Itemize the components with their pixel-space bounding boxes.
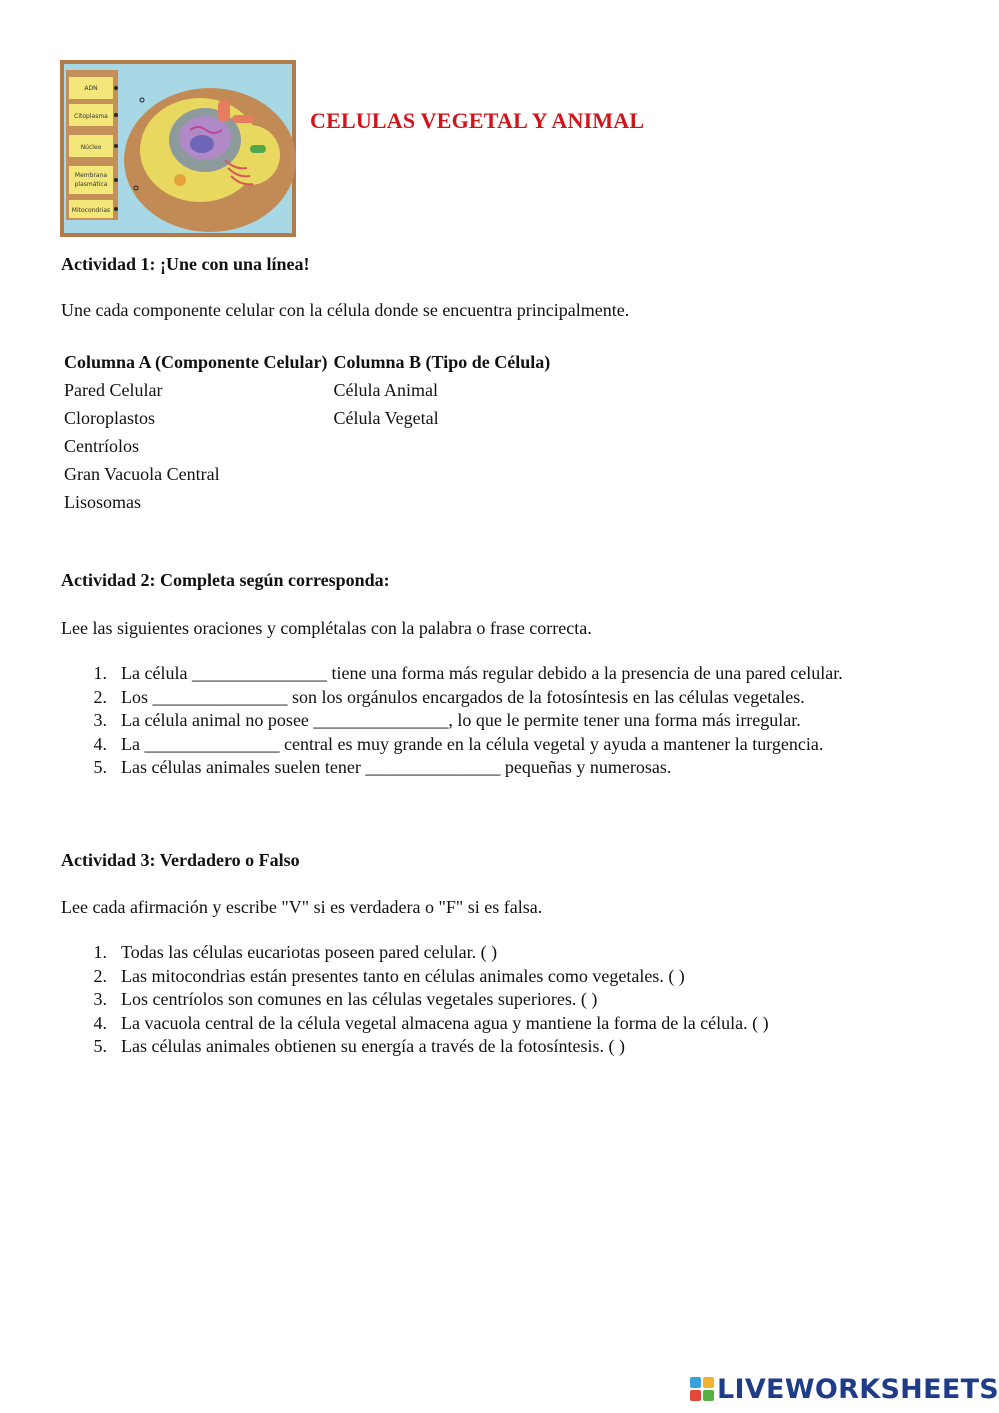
item-number: 3. — [93, 989, 107, 1009]
cell-type-cell — [334, 488, 557, 516]
item-text: Las mitocondrias están presentes tanto en células animales como vegetales. ( ) — [121, 965, 685, 986]
activity2-list — [61, 662, 961, 780]
list-item — [61, 965, 961, 989]
activity1-instruction: Une cada componente celular con la célula donde se encuentra principalmente. — [61, 300, 630, 320]
item-number: 5. — [93, 757, 107, 777]
activity3-heading: Actividad 3: Verdadero o Falso — [61, 850, 300, 870]
list-item — [61, 1012, 961, 1036]
item-text: Las células animales suelen tener _______________ pequeñas y numerosas. — [121, 757, 672, 777]
list-item — [61, 662, 961, 686]
item-number: 4. — [93, 1012, 107, 1033]
item-text: La célula animal no posee _______________, lo que le permite tener una forma más irregular. — [121, 710, 801, 730]
liveworksheets-logo[interactable] — [690, 1373, 999, 1405]
table-row — [64, 404, 556, 432]
component-cell: Lisosomas — [64, 491, 142, 512]
item-text: La vacuola central de la célula vegetal almacena agua y mantiene la forma de la célula. ( ) — [121, 1012, 769, 1033]
component-cell: Cloroplastos — [64, 407, 156, 428]
activity2-instruction: Lee las siguientes oraciones y complétalas con la palabra o frase correcta. — [61, 618, 592, 638]
component-cell: Pared Celular — [64, 379, 163, 400]
column-a-header: Columna A (Componente Celular) — [64, 351, 328, 372]
list-item — [61, 1035, 961, 1059]
figure-label-plasmatica: plasmática — [74, 181, 108, 188]
liveworksheets-logo-icon — [690, 1377, 714, 1401]
activity1-heading: Actividad 1: ¡Une con una línea! — [61, 254, 310, 274]
component-cell: Centríolos — [64, 435, 139, 456]
cell-diagram-image — [60, 60, 296, 237]
page-title: CELULAS VEGETAL Y ANIMAL — [310, 108, 645, 133]
item-text: Los _______________ son los orgánulos encargados de la fotosíntesis en las células vegetales. — [121, 686, 805, 707]
item-number: 3. — [93, 710, 107, 730]
list-item — [61, 988, 961, 1012]
table-row — [64, 488, 556, 516]
item-number: 1. — [93, 663, 107, 683]
list-item — [61, 941, 961, 965]
matching-table — [64, 348, 556, 516]
component-cell: Gran Vacuola Central — [64, 463, 220, 484]
table-header-row — [64, 348, 556, 376]
figure-label-membrana: Membrana — [74, 172, 108, 179]
table-row — [64, 376, 556, 404]
item-number: 2. — [93, 965, 107, 986]
item-text: La _______________ central es muy grande en la célula vegetal y ayuda a mantener la turgencia. — [121, 733, 824, 754]
item-number: 4. — [93, 733, 107, 754]
logo-text: LIVEWORKSHEETS — [717, 1373, 999, 1405]
column-b-header: Columna B (Tipo de Célula) — [333, 351, 551, 372]
item-number: 2. — [93, 686, 107, 707]
table-row — [64, 460, 556, 488]
activity3-instruction: Lee cada afirmación y escribe "V" si es verdadera o "F" si es falsa. — [61, 897, 543, 917]
list-item — [61, 686, 961, 710]
figure-label-adn: ADN — [84, 85, 98, 92]
list-item — [61, 733, 961, 757]
item-text: Los centríolos son comunes en las células vegetales superiores. ( ) — [121, 989, 598, 1009]
list-item — [61, 756, 961, 780]
item-number: 5. — [93, 1036, 107, 1056]
cell-diagram-svg — [60, 60, 296, 237]
item-text: La célula _______________ tiene una forma más regular debido a la presencia de una pared celular. — [121, 663, 843, 683]
cell-type-cell — [334, 432, 557, 460]
figure-label-nucleo: Núcleo — [80, 144, 102, 151]
table-row — [64, 432, 556, 460]
list-item — [61, 709, 961, 733]
activity2-heading: Actividad 2: Completa según corresponda: — [61, 570, 390, 590]
item-number: 1. — [93, 942, 107, 962]
cell-type-cell: Célula Animal — [333, 379, 438, 400]
figure-label-citoplasma: Citoplasma — [74, 113, 108, 120]
figure-label-mitocondrias: Mitocondrias — [71, 207, 111, 214]
cell-type-cell: Célula Vegetal — [333, 407, 439, 428]
cell-type-cell — [334, 460, 557, 488]
item-text: Todas las células eucariotas poseen pared celular. ( ) — [121, 942, 498, 962]
item-text: Las células animales obtienen su energía a través de la fotosíntesis. ( ) — [121, 1036, 625, 1056]
activity3-list — [61, 941, 961, 1059]
